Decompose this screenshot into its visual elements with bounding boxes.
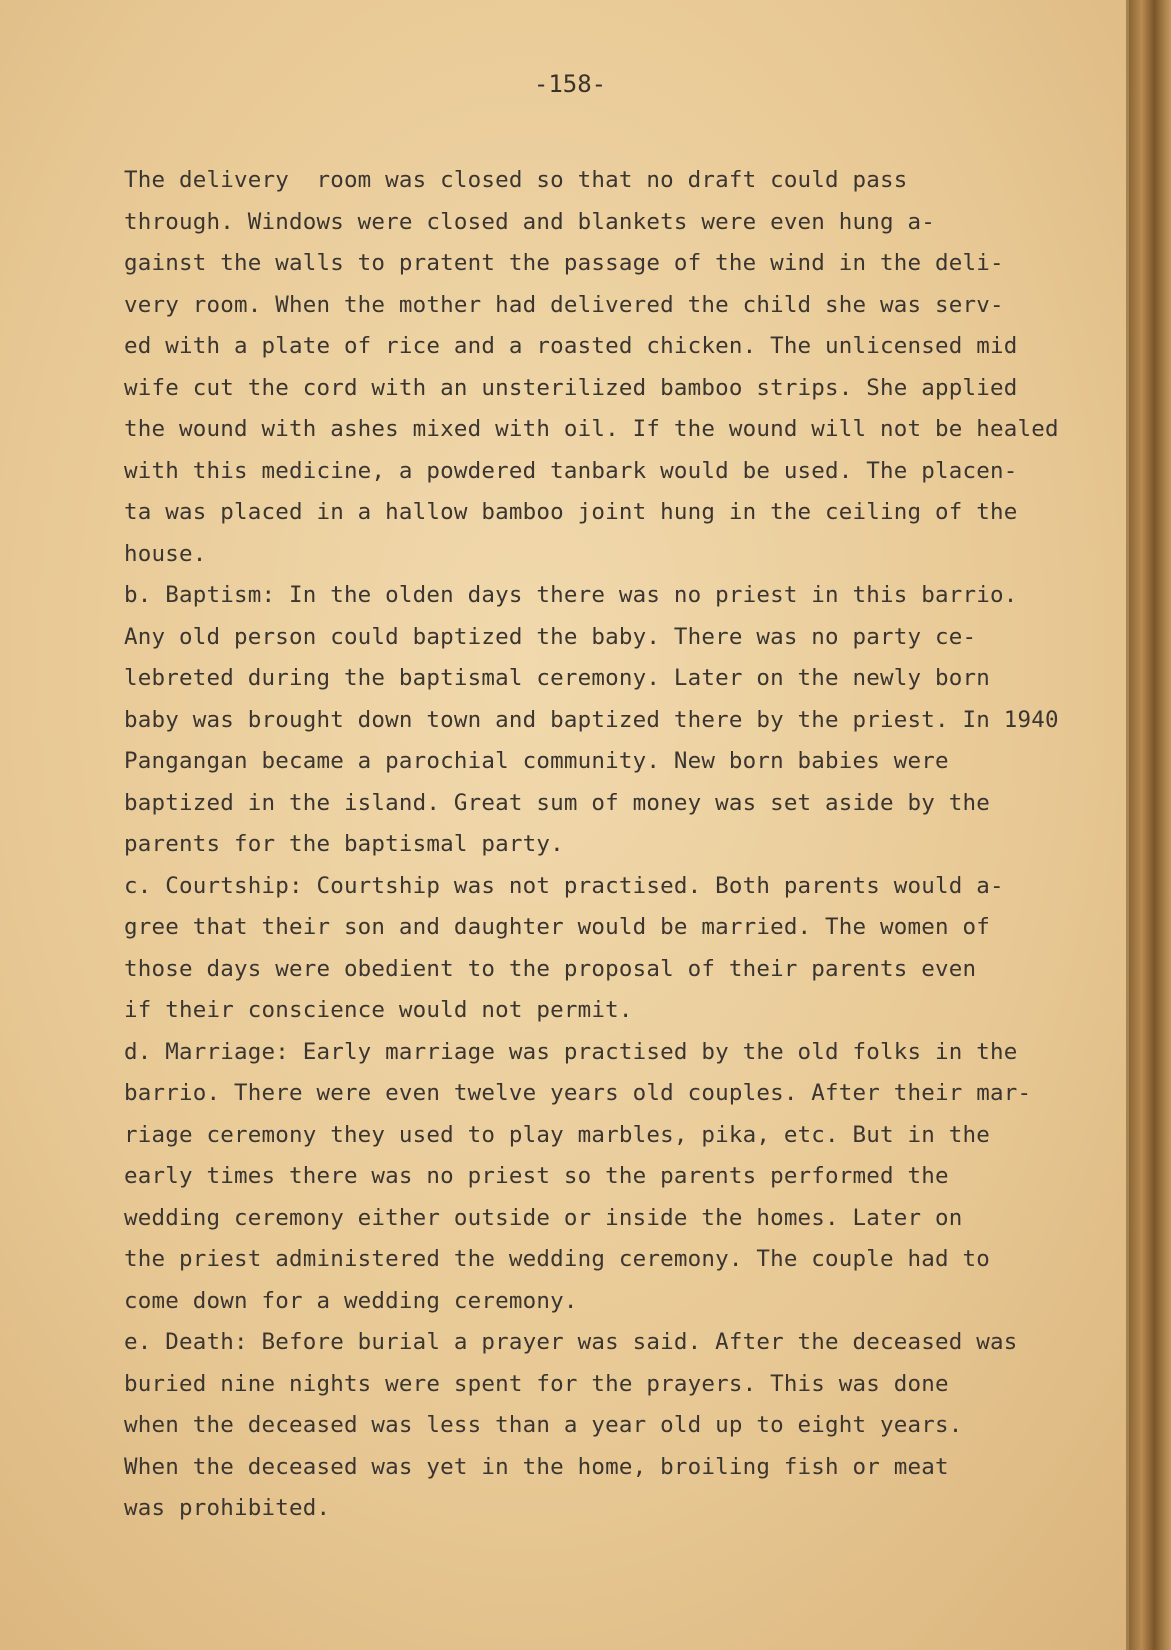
text-line: when the deceased was less than a year old up to eight years.	[124, 1412, 963, 1438]
text-line: baptized in the island. Great sum of money was set aside by the	[124, 789, 991, 816]
text-line: Any old person could baptized the baby. There was no party ce-	[124, 623, 977, 650]
text-line: baby was brought down town and baptized there by the priest. In 1940	[124, 706, 1059, 733]
text-line: was prohibited.	[124, 1495, 331, 1521]
text-line: house.	[124, 540, 207, 567]
text-line: wife cut the cord with an unsterilized bamboo strips. She applied	[124, 374, 1018, 401]
typed-text-body	[124, 160, 1124, 1530]
text-line: the priest administered the wedding ceremony. The couple had to	[124, 1246, 991, 1272]
text-line: wedding ceremony either outside or inside the homes. Later on	[124, 1204, 963, 1231]
text-line: parents for the baptismal party.	[124, 831, 564, 857]
text-line: ta was placed in a hallow bamboo joint hung in the ceiling of the	[124, 499, 1018, 525]
text-line: if their conscience would not permit.	[124, 997, 633, 1023]
text-line: through. Windows were closed and blankets were even hung a-	[124, 208, 936, 235]
book-binding-edge	[1129, 0, 1171, 1650]
text-line: The delivery room was closed so that no draft could pass	[124, 167, 908, 193]
text-line: come down for a wedding ceremony.	[124, 1287, 578, 1314]
page-number: -158-	[533, 70, 607, 98]
section-marriage-line: d. Marriage: Early marriage was practised by the old folks in the	[124, 1038, 1018, 1065]
text-line: buried nine nights were spent for the prayers. This was done	[124, 1370, 949, 1397]
section-death-line: e. Death: Before burial a prayer was said. After the deceased was	[124, 1329, 1018, 1355]
text-line: early times there was no priest so the parents performed the	[124, 1163, 949, 1189]
text-line: with this medicine, a powdered tanbark would be used. The placen-	[124, 457, 1018, 484]
text-line: ed with a plate of rice and a roasted chicken. The unlicensed mid	[124, 333, 1018, 359]
text-line: gree that their son and daughter would be married. The women of	[124, 914, 991, 940]
section-courtship-line: c. Courtship: Courtship was not practised. Both parents would a-	[124, 872, 1004, 899]
text-line: gainst the walls to pratent the passage of the wind in the deli-	[124, 250, 1004, 276]
text-line: Pangangan became a parochial community. New born babies were	[124, 748, 949, 774]
text-line: barrio. There were even twelve years old couples. After their mar-	[124, 1080, 1032, 1106]
section-baptism-line: b. Baptism: In the olden days there was no priest in this barrio.	[124, 582, 1018, 608]
text-line: those days were obedient to the proposal of their parents even	[124, 955, 977, 982]
text-line: very room. When the mother had delivered the child she was serv-	[124, 291, 1004, 318]
text-line: lebreted during the baptismal ceremony. Later on the newly born	[124, 665, 991, 691]
text-line: When the deceased was yet in the home, broiling fish or meat	[124, 1453, 949, 1480]
text-line: riage ceremony they used to play marbles, pika, etc. But in the	[124, 1121, 991, 1148]
text-line: the wound with ashes mixed with oil. If the wound will not be healed	[124, 416, 1059, 442]
